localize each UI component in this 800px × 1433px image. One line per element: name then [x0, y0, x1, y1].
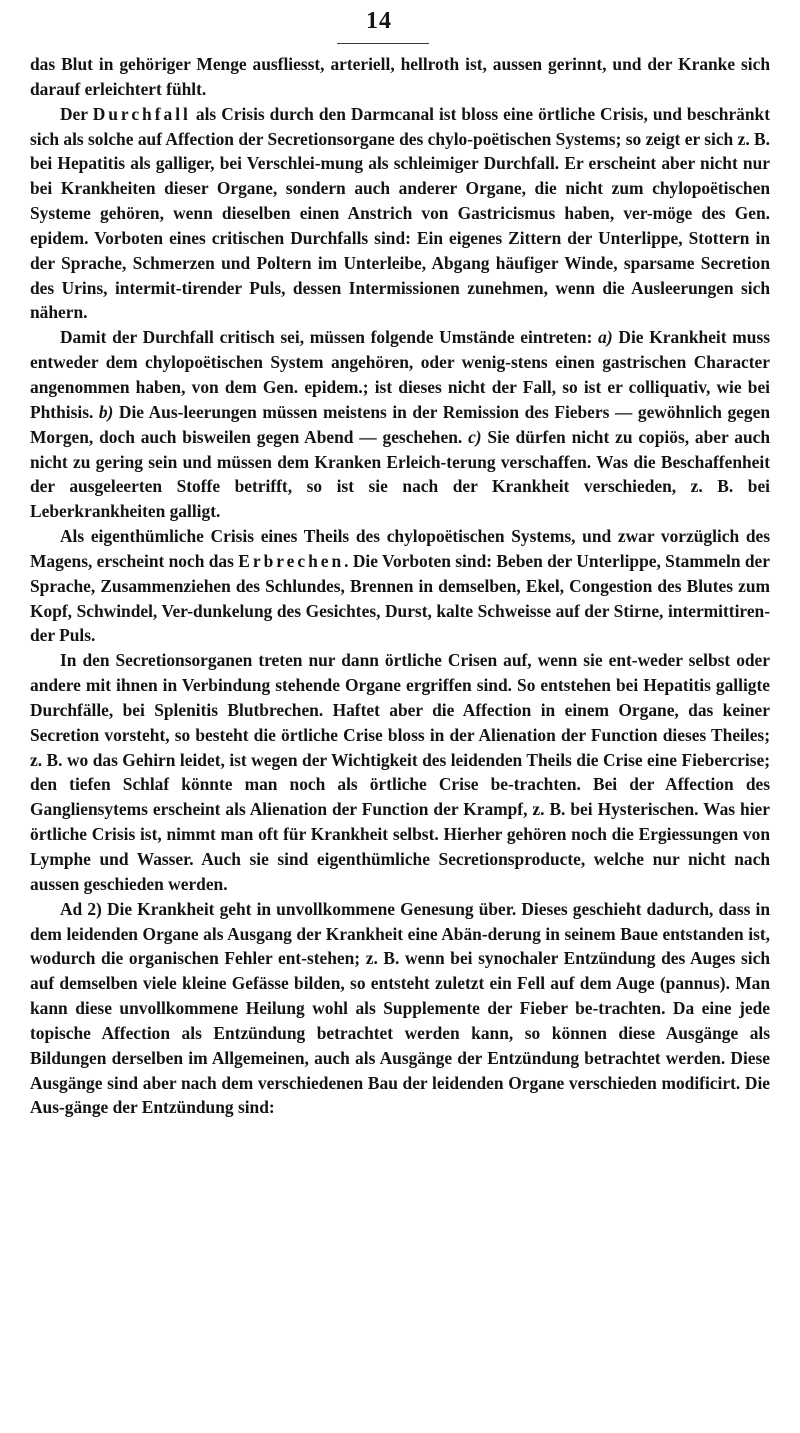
text-run: . Die Vorboten sind: Beben der Unterlippe, Stammeln der Sprache, Zusammenziehen des Schlundes, Brennen in demselben, Ekel, Congestion des Blutes zum Kopf, Schwindel, Ver-dunkelung des Gesichtes, Durst, kalte Schweisse auf der Stirne, intermittiren-der Puls. — [30, 550, 770, 646]
text-run: Der — [60, 103, 93, 124]
text-run: In den Secretionsorganen treten nur dann örtliche Crisen auf, wenn sie ent-weder selbst oder andere mit ihnen in Verbindung stehende Organe ergriffen sind. So entstehen bei Hepatitis galligte Durchfälle, bei Splenitis Blutbrechen. Haftet aber die Affection in einem Organe, das keiner Secretion vorsteht, so besteht die örtliche Crise bloss in der Alienation der Function dieses Theiles; z. B. wo das Gehirn leidet, ist wegen der Wichtigkeit des leidenden Theils die Crise eine Fiebercrise; den tiefen Schlaf könnte man noch als örtliche Crise be-trachten. Bei der Affection des Gangliensytems erscheint als Alienation der Function der Krampf, z. B. bei Hysterischen. Was hier örtliche Crisis ist, nimmt man oft für Krankheit selbst. Hierher gehören noch die Ergiessungen von Lymphe und Wasser. Auch sie sind eigenthümliche Secretionsproducte, welche nur nicht nach aussen geschieden werden. — [30, 650, 770, 894]
spaced-term: Erbrechen — [238, 550, 345, 571]
header-rule — [337, 43, 429, 44]
text-run: Sie dürfen nicht zu copiös, aber auch nicht zu gering sein und müssen dem Kranken Erleich-terung verschaffen. Was die Beschaffenheit der ausgeleerten Stoffe betrifft, so ist sie nach der Krankheit verschieden, z. B. bei Leberkrankheiten galligt. — [30, 426, 771, 522]
text-run: Die Krankheit muss entweder dem chylopoëtischen System angehören, oder wenig-stens einen gastrischen Character angenommen haben, von dem Gen. epidem.; ist dieses nicht der Fall, so ist er colliquativ, wie bei Phthisis. — [30, 327, 770, 422]
enumeration-mark: b) — [98, 401, 114, 422]
page-number: 14 — [366, 8, 392, 34]
text-run: Die Aus-leerungen müssen meistens in der Remission des Fiebers — gewöhnlich gegen Morgen, doch auch bisweilen gegen Abend — geschehen. — [30, 401, 770, 447]
body-text — [30, 52, 770, 1120]
enumeration-mark: a) — [598, 327, 613, 348]
paragraph-conditions — [30, 325, 770, 524]
text-run: Als eigenthümliche Crisis eines Theils des chylopoëtischen Systems, und zwar vorzüglich des Magens, erscheint noch das — [30, 526, 770, 571]
text-run: als Crisis durch den Darmcanal ist bloss eine örtliche Crisis, und beschränkt sich als solche auf Affection der Secretionsorgane des chylo-poëtischen Systems; so zeigt er sich z. B. bei Hepatitis als galliger, bei Verschlei-mung als schleimiger Durchfall. Er erscheint aber nicht nur bei Krankheiten dieser Organe, sondern auch anderer Organe, die nicht zum chylopoëtischen Systeme gehören, wenn dieselben einen Anstrich von Gastricismus haben, ver-möge des Gen. epidem. Vorboten eines critischen Durchfalls sind: Ein eigenes Zittern der Unterlippe, Stottern in der Sprache, Schmerzen und Poltern im Unterleibe, Abgang häufiger Winde, sparsame Secretion des Urins, intermit-tirender Puls, dessen Intermissionen zunehmen, wenn die Ausleerungen sich nähern. — [30, 103, 771, 323]
text-run: das Blut in gehöriger Menge ausfliesst, arteriell, hellroth ist, aussen gerinnt, und der Kranke sich darauf erleichtert fühlt. — [30, 54, 770, 99]
enumeration-mark: c) — [468, 426, 482, 447]
paragraph-durchfall — [30, 102, 770, 326]
text-run: Damit der Durchfall critisch sei, müssen folgende Umstände eintreten: — [60, 327, 599, 348]
paragraph-secretionsorgane — [30, 648, 770, 896]
spaced-term: Durchfall — [92, 103, 191, 124]
paragraph-continuation — [30, 52, 770, 102]
text-run: Ad 2) Die Krankheit geht in unvollkommene Genesung über. Dieses geschieht dadurch, dass in dem leidenden Organe als Ausgang der Krankheit eine Abän-derung in seinem Baue entstanden ist, wodurch die organischen Fehler ent-stehen; z. B. wenn bei synochaler Entzündung des Auges sich auf demselben viele kleine Gefässe bilden, so entsteht zuletzt ein Fell auf dem Auge (pannus). Man kann diese unvollkommene Heilung wohl als Supplemente der Fieber be-trachten. Da eine jede topische Affection als Entzündung betrachtet werden kann, so können diese Ausgänge als Bildungen derselben im Allgemeinen, auch als Ausgänge der Entzündung betrachtet werden. Diese Ausgänge sind aber nach dem verschiedenen Bau der leidenden Organe verschieden modificirt. Die Aus-gänge der Entzündung sind: — [30, 898, 770, 1118]
paragraph-ad-2 — [30, 897, 770, 1121]
paragraph-erbrechen — [30, 524, 770, 648]
